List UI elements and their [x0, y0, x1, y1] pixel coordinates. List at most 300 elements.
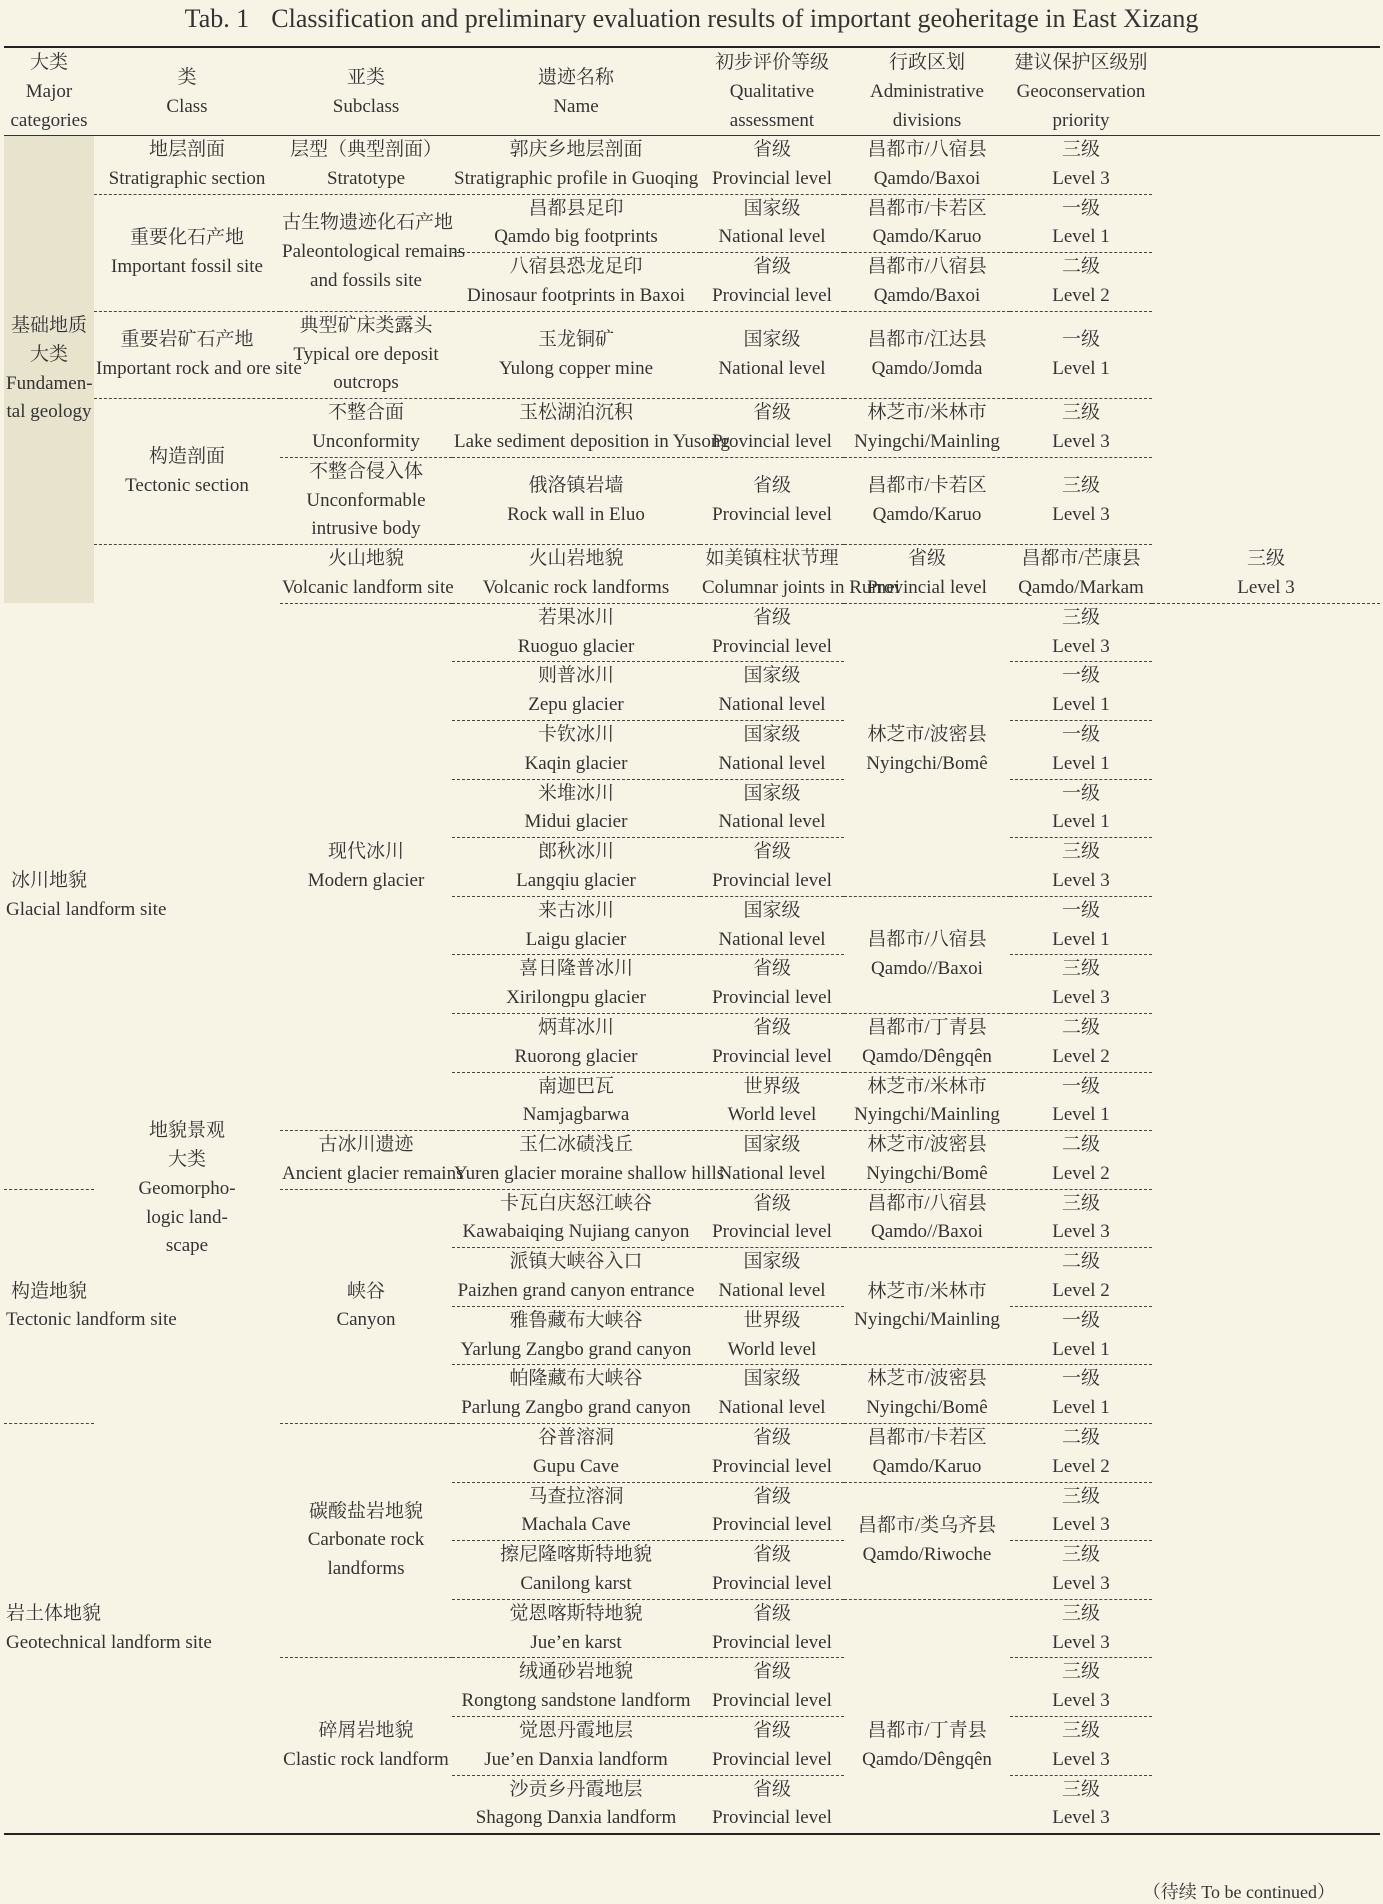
cell-line: 层型（典型剖面） — [289, 139, 442, 160]
table-cell — [844, 1424, 1010, 1483]
cell-line: 三级 — [1061, 1602, 1100, 1624]
cell-line: Qamdo/Baxoi — [873, 167, 981, 189]
table-cell — [844, 1658, 1010, 1834]
cell-line: Provincial level — [712, 987, 832, 1009]
cell-line: 二级 — [1061, 1427, 1100, 1449]
cell-line: 基础地质 — [10, 315, 87, 337]
header-line: categories — [10, 110, 88, 131]
cell-line: Rock wall in Eluo — [507, 503, 645, 525]
table-cell — [1010, 1482, 1152, 1541]
cell-line: Level 3 — [1052, 987, 1110, 1009]
cell-line: Qamdo//Baxoi — [871, 1221, 983, 1243]
cell-line: Level 1 — [1052, 928, 1110, 950]
table-cell — [844, 545, 1010, 604]
header-line: Subclass — [332, 95, 400, 117]
cell-line: Nyingchi/Mainling — [854, 1104, 1000, 1126]
cell-line: 一级 — [1061, 665, 1100, 687]
cell-line: Fundamen- — [6, 372, 93, 394]
table-cell — [1010, 1306, 1152, 1365]
table-cell — [700, 311, 844, 398]
cell-line: Paleontological remains — [282, 241, 466, 263]
cell-line: 俄洛镇岩墙 — [528, 475, 624, 497]
cell-line: Level 3 — [1052, 1514, 1110, 1536]
header-line: Major — [25, 81, 73, 102]
header-line: 遗迹名称 — [537, 66, 614, 88]
cell-line: 省级 — [752, 475, 791, 497]
cell-line: tal geology — [6, 401, 92, 423]
table-cell — [452, 1306, 700, 1365]
cell-line: 玉松湖泊沉积 — [518, 402, 633, 424]
cell-line: 不整合侵入体 — [308, 460, 423, 482]
cell-line: 一级 — [1061, 899, 1100, 921]
cell-line: Qamdo/Jomda — [871, 357, 983, 379]
cell-line: Provincial level — [712, 1807, 832, 1829]
table-cell — [1010, 545, 1152, 604]
cell-line: 国家级 — [743, 1368, 801, 1390]
table-cell — [700, 1131, 844, 1190]
cell-line: Level 2 — [1052, 1455, 1110, 1477]
cell-line: Level 3 — [1052, 635, 1110, 657]
table-cell — [844, 1248, 1010, 1365]
cell-line: 卡钦冰川 — [537, 723, 614, 745]
table-cell — [452, 1248, 700, 1307]
cell-line: logic land- — [146, 1206, 228, 1228]
table-cell — [700, 194, 844, 253]
cell-line: 省级 — [752, 1661, 791, 1683]
table-cell — [700, 1189, 844, 1248]
cell-line: 沙贡乡丹霞地层 — [509, 1778, 643, 1800]
table-cell — [1010, 1541, 1152, 1600]
cell-line: Level 3 — [1052, 1807, 1110, 1829]
cell-line: Volcanic landform site — [282, 576, 454, 598]
cell-line: Level 1 — [1052, 752, 1110, 774]
cell-line: 不整合面 — [327, 402, 404, 424]
table-cell — [844, 1013, 1010, 1072]
cell-line: Qamdo/Dêngqên — [862, 1045, 992, 1067]
cell-line: 一级 — [1061, 723, 1100, 745]
cell-line: 构造剖面 — [148, 445, 225, 467]
cell-line: National level — [718, 928, 826, 950]
cell-line: National level — [718, 1280, 826, 1302]
table-cell — [1010, 1717, 1152, 1776]
cell-line: 雅鲁藏布大峡谷 — [509, 1309, 643, 1331]
cell-line: 派镇大峡谷入口 — [509, 1251, 643, 1273]
cell-line: 三级 — [1061, 402, 1100, 424]
table-cell — [452, 399, 730, 458]
cell-line: Tectonic landform site — [6, 1309, 177, 1331]
table-cell — [94, 136, 280, 195]
cell-line: 昌都市/丁青县 — [867, 1719, 987, 1741]
header-line: 建议保护区级别 — [1014, 52, 1148, 73]
cell-line: Kawabaiqing Nujiang canyon — [462, 1221, 690, 1243]
cell-line: 火山岩地貌 — [528, 548, 624, 570]
cell-line: Namjagbarwa — [522, 1104, 630, 1126]
cell-line: Level 2 — [1052, 284, 1110, 306]
table-cell — [700, 1658, 844, 1717]
cell-line: Laigu glacier — [525, 928, 627, 950]
cell-line: 喜日隆普冰川 — [518, 958, 633, 980]
table-body — [4, 136, 1380, 1835]
cell-line: Ruorong glacier — [514, 1045, 638, 1067]
table-cell — [1010, 1658, 1152, 1717]
cell-line: 一级 — [1061, 197, 1100, 219]
cell-line: 冰川地貌 — [10, 870, 87, 892]
table-cell — [700, 1248, 844, 1307]
table-cell — [700, 1717, 844, 1776]
cell-line: 玉仁冰碛浅丘 — [518, 1134, 633, 1156]
cell-line: Important fossil site — [111, 255, 263, 277]
cell-line: 昌都市/丁青县 — [867, 1016, 987, 1038]
table-cell — [1010, 1013, 1152, 1072]
cell-line: Level 1 — [1052, 357, 1110, 379]
cell-line: 省级 — [752, 139, 791, 160]
cell-line: 绒通砂岩地貌 — [518, 1661, 633, 1683]
cell-line: Provincial level — [712, 430, 832, 452]
table-cell — [844, 311, 1010, 398]
table-cell — [280, 1424, 452, 1658]
table-cell — [1010, 1189, 1152, 1248]
cell-line: 国家级 — [743, 665, 801, 687]
cell-line: Jue’en Danxia landform — [484, 1748, 668, 1770]
header-line: assessment — [729, 110, 815, 131]
cell-line: Qamdo/Karuo — [872, 1455, 982, 1477]
cell-line: 省级 — [752, 1544, 791, 1566]
table-cell — [280, 603, 452, 1130]
table-cell — [280, 1658, 452, 1834]
table-cell — [452, 1599, 700, 1658]
column-header — [4, 47, 94, 136]
cell-line: Level 1 — [1052, 1338, 1110, 1360]
table-cell — [94, 399, 280, 545]
cell-line: National level — [718, 226, 826, 248]
cell-line: Yarlung Zangbo grand canyon — [460, 1338, 692, 1360]
table-cell — [1010, 1131, 1152, 1190]
table-cell — [700, 1541, 844, 1600]
cell-line: 重要化石产地 — [129, 226, 244, 248]
table-cell — [700, 896, 844, 955]
cell-line: Ancient glacier remains — [282, 1162, 464, 1184]
table-cell — [452, 838, 700, 897]
cell-line: 构造地貌 — [10, 1280, 87, 1302]
cell-line: 三级 — [1061, 606, 1100, 628]
cell-line: Provincial level — [712, 1221, 832, 1243]
table-cell — [1010, 311, 1152, 398]
cell-line: Level 3 — [1052, 167, 1110, 189]
header-line: 类 — [177, 66, 197, 88]
cell-line: 昌都市/卡若区 — [867, 197, 987, 219]
table-cell — [452, 779, 700, 838]
table-cell — [452, 545, 700, 604]
cell-line: Level 3 — [1052, 503, 1110, 525]
cell-line: 地层剖面 — [148, 139, 225, 160]
table-cell — [1010, 194, 1152, 253]
table-cell — [1010, 838, 1152, 897]
cell-line: 昌都市/卡若区 — [867, 1427, 987, 1449]
table-cell — [94, 194, 280, 311]
cell-line: 岩土体地貌 — [6, 1602, 102, 1624]
cell-line: 现代冰川 — [327, 841, 404, 863]
table-cell — [844, 253, 1010, 312]
table-row — [4, 399, 1380, 458]
table-cell — [844, 399, 1010, 458]
table-cell — [452, 720, 700, 779]
cell-line: World level — [727, 1104, 817, 1126]
table-cell — [452, 603, 700, 662]
cell-line: Level 3 — [1052, 1221, 1110, 1243]
cell-line: 国家级 — [743, 1251, 801, 1273]
cell-line: 三级 — [1061, 475, 1100, 497]
header-line: Qualitative — [729, 81, 815, 102]
cell-line: Unconformable — [306, 489, 426, 511]
cell-line: Level 1 — [1052, 1104, 1110, 1126]
table-cell — [1010, 457, 1152, 544]
header-line: Class — [166, 95, 208, 117]
cell-line: Dinosaur footprints in Baxoi — [467, 284, 685, 306]
cell-line: Geomorpho- — [138, 1177, 236, 1199]
cell-line: Paizhen grand canyon entrance — [457, 1280, 695, 1302]
cell-line: Geotechnical landform site — [6, 1631, 212, 1653]
table-cell — [94, 311, 302, 398]
table-cell — [452, 136, 700, 195]
cell-line: 三级 — [1061, 1778, 1100, 1800]
table-cell — [452, 311, 700, 398]
table-cell — [700, 399, 844, 458]
table-cell — [700, 545, 900, 604]
cell-line: Stratotype — [326, 167, 406, 189]
cell-line: 省级 — [752, 1485, 791, 1507]
cell-line: Qamdo/Riwoche — [862, 1543, 992, 1565]
cell-line: World level — [727, 1338, 817, 1360]
cell-line: 谷普溶洞 — [537, 1427, 614, 1449]
cell-line: 重要岩矿石产地 — [120, 329, 254, 351]
column-header — [700, 47, 844, 136]
cell-line: Level 3 — [1052, 430, 1110, 452]
table-cell — [452, 1365, 700, 1424]
header-line: Name — [553, 95, 599, 117]
cell-line: Volcanic rock landforms — [482, 576, 670, 598]
cell-line: 南迦巴瓦 — [537, 1075, 614, 1097]
cell-line: 古冰川遗迹 — [318, 1134, 414, 1156]
table-cell — [1010, 896, 1152, 955]
column-header — [452, 47, 700, 136]
table-cell — [1010, 955, 1152, 1014]
table-cell — [844, 1189, 1010, 1248]
cell-line: 省级 — [752, 1427, 791, 1449]
cell-line: Qamdo/Markam — [1018, 576, 1144, 598]
geoheritage-table — [4, 46, 1380, 1835]
cell-line: 省级 — [752, 1720, 791, 1742]
cell-line: Level 3 — [1052, 1748, 1110, 1770]
cell-line: 郎秋冰川 — [537, 841, 614, 863]
cell-line: Provincial level — [712, 869, 832, 891]
cell-line: Level 3 — [1237, 576, 1295, 598]
cell-line: Machala Cave — [521, 1514, 631, 1536]
table-cell — [700, 1599, 844, 1658]
cell-line: 二级 — [1061, 1134, 1100, 1156]
cell-line: 国家级 — [743, 197, 801, 219]
table-row — [4, 545, 1380, 604]
cell-line: 二级 — [1061, 1251, 1100, 1273]
cell-line: 省级 — [752, 1016, 791, 1038]
table-cell — [452, 1424, 700, 1483]
table-cell — [452, 1658, 700, 1717]
cell-line: Zepu glacier — [528, 694, 624, 716]
cell-line: Provincial level — [712, 1631, 832, 1653]
table-cell — [452, 1189, 700, 1248]
cell-line: 火山地貌 — [327, 548, 404, 570]
table-cell — [452, 955, 700, 1014]
cell-line: 三级 — [1061, 139, 1100, 160]
column-header — [844, 47, 1010, 136]
cell-line: Level 3 — [1052, 1631, 1110, 1653]
cell-line: 地貌景观 — [148, 1120, 225, 1142]
header-line: Geoconservation — [1016, 81, 1146, 102]
cell-line: Nyingchi/Bomê — [866, 1397, 988, 1419]
cell-line: Kaqin glacier — [524, 752, 628, 774]
cell-line: National level — [718, 752, 826, 774]
cell-line: Provincial level — [712, 1455, 832, 1477]
table-cell — [1010, 1424, 1152, 1483]
cell-line: Provincial level — [712, 635, 832, 657]
cell-line: 一级 — [1061, 1309, 1100, 1331]
table-cell — [700, 662, 844, 721]
table-cell — [4, 1189, 177, 1423]
cell-line: Level 3 — [1052, 869, 1110, 891]
table-cell — [452, 1717, 700, 1776]
cell-line: Qamdo big footprints — [494, 226, 658, 248]
cell-line: Provincial level — [712, 284, 832, 306]
cell-line: Level 1 — [1052, 1397, 1110, 1419]
cell-line: Lake sediment deposition in Yusong — [454, 430, 730, 452]
table-cell — [700, 779, 844, 838]
table-cell — [452, 253, 700, 312]
table-cell — [4, 603, 167, 1189]
cell-line: 帕隆藏布大峡谷 — [509, 1368, 643, 1390]
cell-line: 二级 — [1061, 256, 1100, 278]
table-cell — [280, 545, 452, 604]
table-row — [4, 194, 1380, 253]
table-cell — [700, 1424, 844, 1483]
cell-line: 省级 — [907, 548, 946, 570]
table-cell — [1152, 545, 1380, 604]
cell-line: 三级 — [1246, 547, 1285, 569]
table-caption — [0, 0, 1383, 40]
table-cell — [844, 896, 1010, 1013]
table-number: Tab. 1 — [184, 4, 250, 33]
cell-line: outcrops — [333, 372, 399, 394]
cell-line: National level — [718, 811, 826, 833]
cell-line: Typical ore deposit — [293, 343, 439, 365]
cell-line: 三级 — [1061, 1720, 1100, 1742]
cell-line: 则普冰川 — [537, 665, 614, 687]
cell-line: Provincial level — [712, 1748, 832, 1770]
cell-line: Modern glacier — [307, 869, 425, 891]
cell-line: 米堆冰川 — [537, 782, 614, 804]
column-header — [280, 47, 452, 136]
cell-line: Provincial level — [712, 503, 832, 525]
header-row — [4, 47, 1380, 136]
cell-line: National level — [718, 1162, 826, 1184]
cell-line: Gupu Cave — [532, 1455, 619, 1477]
cell-line: Parlung Zangbo grand canyon — [461, 1397, 691, 1419]
cell-line: National level — [718, 694, 826, 716]
cell-line: 林芝市/波密县 — [867, 1368, 987, 1390]
cell-line: 昌都县足印 — [528, 197, 624, 219]
cell-line: 八宿县恐龙足印 — [509, 256, 643, 278]
cell-line: Canilong karst — [520, 1573, 632, 1595]
cell-line: Clastic rock landform — [283, 1748, 449, 1770]
cell-line: 炳茸冰川 — [537, 1016, 614, 1038]
cell-line: Stratigraphic section — [108, 167, 266, 189]
cell-line: 若果冰川 — [537, 606, 614, 628]
table-cell — [4, 136, 94, 604]
cell-line: Level 1 — [1052, 694, 1110, 716]
table-cell — [280, 311, 452, 398]
cell-line: Shagong Danxia landform — [475, 1807, 677, 1829]
table-cell — [844, 194, 1010, 253]
cell-line: 觉恩喀斯特地貌 — [509, 1602, 643, 1624]
cell-line: 世界级 — [743, 1075, 801, 1097]
table-cell — [1010, 136, 1152, 195]
table-cell — [844, 1131, 1010, 1190]
cell-line: 一级 — [1061, 1075, 1100, 1097]
column-header — [1010, 47, 1152, 136]
table-cell — [280, 1189, 452, 1423]
table-cell — [700, 955, 844, 1014]
table-cell — [700, 253, 844, 312]
cell-line: 大类 — [29, 343, 68, 365]
table-cell — [1010, 720, 1152, 779]
cell-line: 国家级 — [743, 329, 801, 351]
table-cell — [700, 136, 844, 195]
table-cell — [280, 194, 466, 311]
table-title: Classification and preliminary evaluation results of important geoheritage in East Xizang — [271, 4, 1199, 33]
table-cell — [452, 194, 700, 253]
cell-line: 省级 — [752, 256, 791, 278]
cell-line: Level 2 — [1052, 1045, 1110, 1067]
cell-line: Nyingchi/Mainling — [854, 430, 1000, 452]
header-line: Administrative — [870, 81, 984, 102]
cell-line: 昌都市/类乌齐县 — [857, 1514, 997, 1536]
cell-line: Provincial level — [712, 167, 832, 189]
cell-line: 觉恩丹霞地层 — [518, 1720, 633, 1742]
cell-line: 省级 — [752, 958, 791, 980]
cell-line: Tectonic section — [125, 474, 249, 496]
cell-line: Level 1 — [1052, 226, 1110, 248]
cell-line: National level — [718, 1397, 826, 1419]
table-cell — [1010, 779, 1152, 838]
table-cell — [1010, 1072, 1152, 1131]
cell-line: Midui glacier — [524, 811, 628, 833]
cell-line: 一级 — [1061, 1368, 1100, 1390]
table-row — [4, 311, 1380, 398]
cell-line: 国家级 — [743, 782, 801, 804]
table-cell — [844, 603, 1010, 896]
cell-line: 昌都市/江达县 — [867, 329, 987, 351]
table-cell — [452, 457, 700, 544]
cell-line: Provincial level — [867, 576, 987, 598]
cell-line: Level 3 — [1052, 1573, 1110, 1595]
cell-line: 卡瓦白庆怒江峡谷 — [499, 1192, 652, 1214]
cell-line: Qamdo/Karuo — [872, 226, 982, 248]
cell-line: Qamdo/Dêngqên — [862, 1748, 992, 1770]
cell-line: 昌都市/八宿县 — [867, 139, 987, 160]
cell-line: 玉龙铜矿 — [537, 329, 614, 351]
table-cell — [452, 1072, 700, 1131]
cell-line: 二级 — [1061, 1016, 1100, 1038]
table-cell — [280, 1131, 464, 1190]
cell-line: Nyingchi/Bomê — [866, 1162, 988, 1184]
